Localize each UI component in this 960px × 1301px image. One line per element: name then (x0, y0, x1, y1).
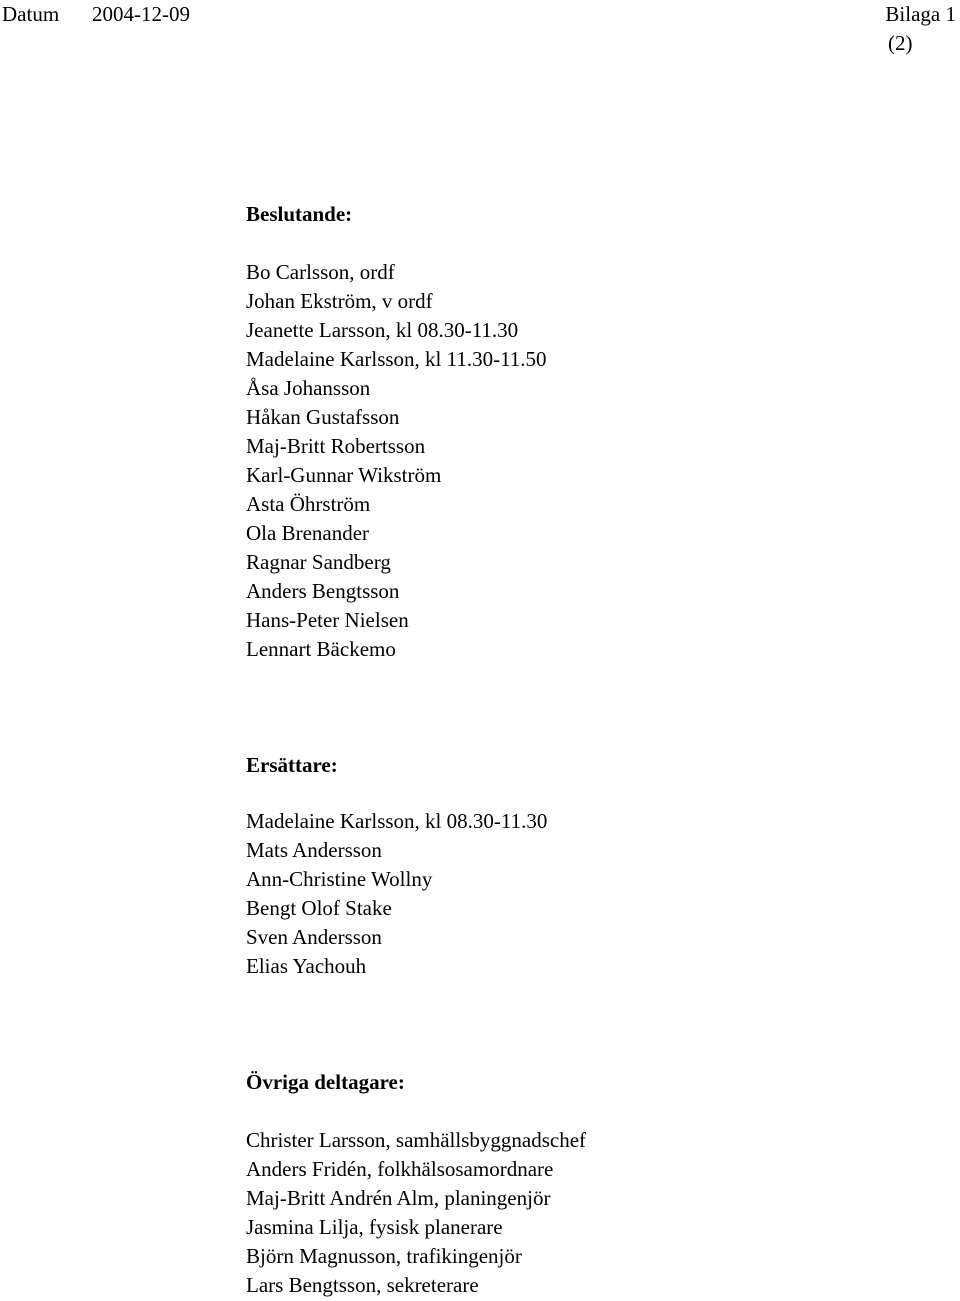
list-item: Ola Brenander (246, 521, 370, 545)
list-item: Håkan Gustafsson (246, 405, 400, 429)
attendee-list (246, 1126, 586, 1300)
section-ersattare (246, 751, 547, 981)
list-item: Sven Andersson (246, 925, 382, 949)
list-item: Mats Andersson (246, 838, 382, 862)
section-title: Ersättare: (246, 753, 338, 777)
list-item: Ann-Christine Wollny (246, 867, 433, 891)
list-item: Hans-Peter Nielsen (246, 608, 409, 632)
page-count: (2) (888, 31, 913, 55)
list-item: Bengt Olof Stake (246, 896, 392, 920)
list-item: Lars Bengtsson, sekreterare (246, 1273, 479, 1297)
list-item: Karl-Gunnar Wikström (246, 463, 442, 487)
document-date: 2004-12-09 (92, 2, 190, 26)
list-item: Åsa Johansson (246, 376, 371, 400)
list-item: Elias Yachouh (246, 954, 367, 978)
list-item: Asta Öhrström (246, 492, 371, 516)
list-item: Madelaine Karlsson, kl 11.30-11.50 (246, 347, 547, 371)
attendee-list (246, 258, 547, 664)
list-item: Lennart Bäckemo (246, 637, 396, 661)
list-item: Björn Magnusson, trafikingenjör (246, 1244, 522, 1268)
section-beslutande (246, 200, 547, 664)
list-item: Johan Ekström, v ordf (246, 289, 433, 313)
attendee-list (246, 807, 547, 981)
section-title: Beslutande: (246, 202, 353, 226)
list-item: Madelaine Karlsson, kl 08.30-11.30 (246, 809, 548, 833)
section-title: Övriga deltagare: (246, 1070, 405, 1094)
list-item: Anders Bengtsson (246, 579, 400, 603)
list-item: Maj-Britt Robertsson (246, 434, 426, 458)
list-item: Jeanette Larsson, kl 08.30-11.30 (246, 318, 519, 342)
section-ovriga-deltagare (246, 1068, 586, 1300)
attachment-label: Bilaga 1 (885, 2, 956, 26)
datum-label: Datum (2, 2, 60, 26)
list-item: Ragnar Sandberg (246, 550, 391, 574)
list-item: Anders Fridén, folkhälsosamordnare (246, 1157, 554, 1181)
list-item: Maj-Britt Andrén Alm, planingenjör (246, 1186, 551, 1210)
list-item: Jasmina Lilja, fysisk planerare (246, 1215, 503, 1239)
list-item: Christer Larsson, samhällsbyggnadschef (246, 1128, 587, 1152)
list-item: Bo Carlsson, ordf (246, 260, 395, 284)
